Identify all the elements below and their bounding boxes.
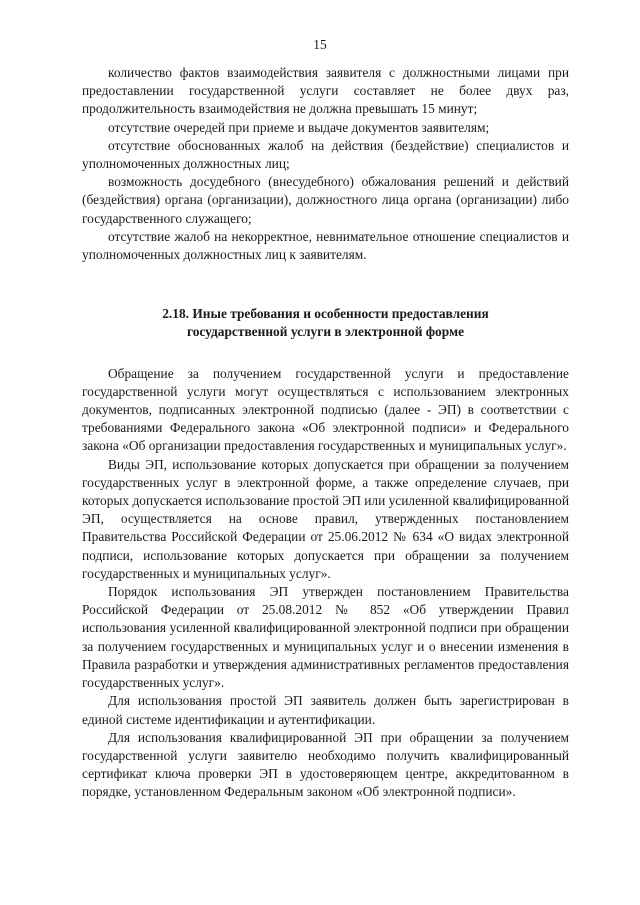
section-paragraph: Виды ЭП, использование которых допускается при обращении за получением государственных услуг в электронной форме, а также определение случаев, при которых допускается использование простой ЭП или усиленной квалифицированной ЭП, осуществляется на основе правил, утвержденных постановлением Правительства Российской Федерации от 25.06.2012 № 634 «О видах электронной подписи, использование которых допускается при обращении за получением государственных и муниципальных услуг». — [82, 456, 569, 581]
section-paragraph: Для использования квалифицированной ЭП при обращении за получением государственной услуги заявителю необходимо получить квалифицированный сертификат ключа проверки ЭП в удостоверяющем центре, аккредитованном в порядке, установленном Федеральным законом «Об электронной подписи». — [82, 729, 569, 800]
section-heading-line: 2.18. Иные требования и особенности предоставления — [162, 306, 489, 322]
section-heading-line: государственной услуги в электронной форме — [186, 324, 465, 340]
intro-paragraph: количество фактов взаимодействия заявителя с должностными лицами при предоставлении государственной услуги составляет не более двух раз, продолжительность взаимодействия не должна превышать 15 минут; — [82, 65, 569, 117]
intro-paragraph: отсутствие обоснованных жалоб на действия (бездействие) специалистов и уполномоченных должностных лиц; — [82, 137, 569, 172]
section-paragraph: Обращение за получением государственной услуги и предоставление государственной услуги могут осуществляться с использованием электронных документов, подписанных электронной подписью (далее - ЭП) в соответствии с требованиями Федерального закона «Об электронной подписи» и Федерального закона «Об организации предоставления государственных и муниципальных услуг». — [82, 365, 569, 454]
page-number: 15 — [313, 37, 327, 52]
intro-paragraph: возможность досудебного (внесудебного) обжалования решений и действий (бездействия) органа (организации), должностного лица органа (организации) либо государственного служащего; — [82, 174, 569, 226]
section-paragraph: Для использования простой ЭП заявитель должен быть зарегистрирован в единой системе идентификации и аутентификации. — [82, 693, 569, 727]
intro-paragraph: отсутствие жалоб на некорректное, невнимательное отношение специалистов и уполномоченных должностных лиц к заявителям. — [82, 228, 569, 263]
section-paragraph: Порядок использования ЭП утвержден постановлением Правительства Российской Федерации от 25.08.2012 № 852 «Об утверждении Правил использования усиленной квалифицированной электронной подписи при обращении за получением государственных и муниципальных услуг и о внесении изменения в Правила разработки и утверждения административных регламентов предоставления государственных услуг». — [82, 584, 569, 691]
intro-paragraph: отсутствие очередей при приеме и выдаче документов заявителям; — [108, 119, 490, 135]
document-body — [82, 64, 569, 802]
section-heading — [82, 305, 569, 341]
